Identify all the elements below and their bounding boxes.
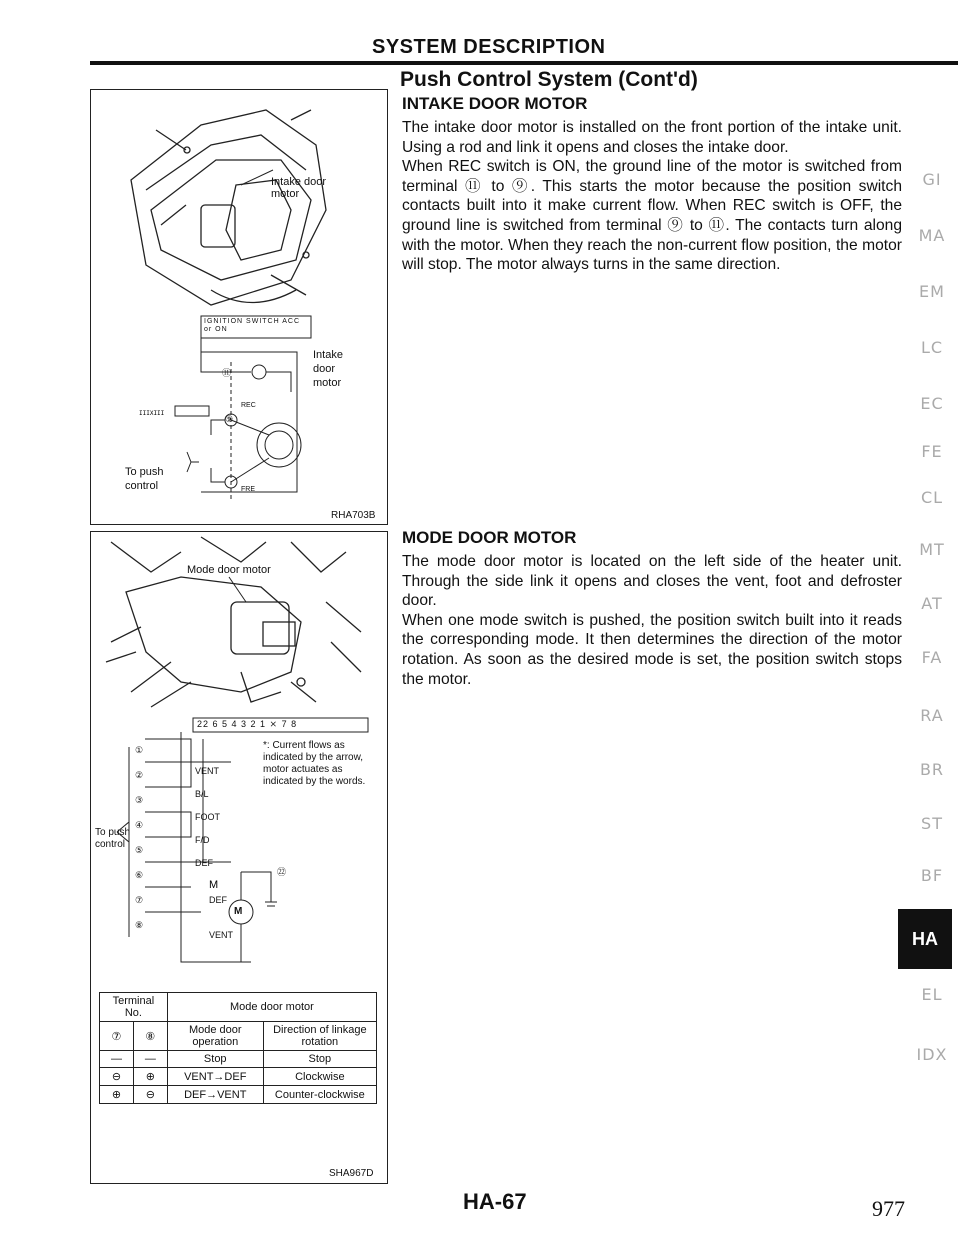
connector-pins: 22 6 5 4 3 2 1 ⨯ 7 8 [197,719,298,729]
page-code: HA-67 [463,1189,527,1214]
terminal-1: ① [135,745,144,755]
tab-el[interactable]: EL [921,985,943,1004]
vent-label: VENT [209,930,234,940]
terminal-6: ⑥ [135,870,144,880]
tab-gi[interactable]: GI [922,170,942,189]
mode-callout: Mode door motor [187,564,271,576]
mode-bl: B/L [195,789,209,799]
motor-m-label: M [209,879,219,891]
tab-idx[interactable]: IDX [916,1045,948,1064]
def-label: DEF [209,895,227,905]
section-title: SYSTEM DESCRIPTION [372,36,606,58]
mode-body [402,552,902,689]
tab-ra[interactable]: RA [920,706,944,725]
mode-labels [195,760,220,875]
terminal-table [99,992,377,1104]
cell: VENT→DEF [167,1068,263,1086]
mode-def: DEF [195,858,213,868]
intake-paragraph-1: The intake door motor is installed on the front portion of the intake unit. Using a rod and link it opens and closes the intake door. [402,119,902,156]
mode-foot: FOOT [195,812,220,822]
page-subtitle: Push Control System (Cont'd) [400,68,698,91]
terminal-3: ③ [135,795,144,805]
header-rule [90,61,958,65]
tab-fe[interactable]: FE [921,442,943,461]
tab-mt[interactable]: MT [919,540,945,559]
tab-lc[interactable]: LC [920,338,944,357]
terminal-8: ⑧ [135,920,144,930]
mode-heading: MODE DOOR MOTOR [402,528,577,547]
terminal-5: ⑤ [135,845,144,855]
page-number: 977 [872,1196,905,1221]
terminal-11: ⑪ [222,368,232,378]
th-operation: Mode door operation [167,1022,263,1051]
connector-label-small: IIIXIII [139,410,165,417]
terminal-22: ㉒ [277,867,287,877]
rec-label: REC [241,402,256,409]
table-row [100,1086,377,1104]
terminal-9: ⑨ [225,414,234,424]
mode-vent: VENT [195,766,220,776]
current-note: *: Current flows as indicated by the arrow, motor actuates as indicated by the words. [263,740,366,787]
cell: ⊕ [100,1086,134,1104]
terminal-list [135,738,143,938]
mode-paragraph-1: The mode door motor is located on the left side of the heater unit. Through the side link it opens and closes the vent, foot and defroster door. [402,553,902,610]
cell: ⊕ [133,1068,167,1086]
tab-ma[interactable]: MA [918,226,946,245]
figure2-code: SHA967D [329,1168,374,1179]
terminal-7: ⑦ [135,895,144,905]
th-mode-door-motor: Mode door motor [167,993,376,1022]
cell: — [100,1051,134,1068]
cell: ⊖ [100,1068,134,1086]
mode-paragraph-2: When one mode switch is pushed, the position switch built into it reads the corresponding mode. It then determines the direction of the motor rotation. As soon as the desired mode is set, the position switch stops the motor. [402,611,902,688]
motor-symbol: M [234,906,243,917]
table-row [100,1051,377,1068]
tab-ec[interactable]: EC [920,394,944,413]
tab-ha-active[interactable]: HA [898,909,952,969]
intake-figure [90,89,388,525]
intake-callout: Intake door motor [271,176,327,200]
th-direction: Direction of linkage rotation [263,1022,376,1051]
fre-label: FRE [241,486,255,493]
terminal-4: ④ [135,820,144,830]
figure1-code: RHA703B [331,510,376,521]
to-push-control-label-2: To push control [95,827,131,850]
cell: Counter-clockwise [263,1086,376,1104]
mode-figure [90,531,388,1184]
tab-br[interactable]: BR [919,760,945,779]
intake-illustration [91,90,387,524]
th-terminal: Terminal No. [100,993,168,1022]
cell: Clockwise [263,1068,376,1086]
intake-motor-label: Intake door motor [313,349,343,389]
intake-body [402,118,902,275]
tab-cl[interactable]: CL [920,488,944,507]
cell: ⊖ [133,1086,167,1104]
intake-heading: INTAKE DOOR MOTOR [402,94,588,113]
ignition-label: IGNITION SWITCH ACC or ON [204,318,300,333]
table-row [100,1068,377,1086]
tab-bf[interactable]: BF [920,866,944,885]
th-terminal-7: ⑦ [100,1022,134,1051]
tab-at[interactable]: AT [921,594,943,613]
cell: — [133,1051,167,1068]
tab-em[interactable]: EM [919,282,945,301]
mode-fd: F/D [195,835,210,845]
cell: DEF→VENT [167,1086,263,1104]
cell: Stop [167,1051,263,1068]
tab-st[interactable]: ST [921,814,943,833]
cell: Stop [263,1051,376,1068]
terminal-2: ② [135,770,144,780]
intake-paragraph-2: When REC switch is ON, the ground line of the motor is switched from terminal ⑪ to ⑨. This starts the motor because the position switch contacts built into it make current flow. When REC switch is OFF, the ground line is switched from terminal ⑨ to ⑪. The contacts turn along with the motor. When they reach the non-current flow position, the motor will stop. The motor always turns in the same direction. [402,158,902,274]
th-terminal-8: ⑧ [133,1022,167,1051]
tab-fa[interactable]: FA [921,648,943,667]
to-push-control-label: To push control [125,466,164,492]
